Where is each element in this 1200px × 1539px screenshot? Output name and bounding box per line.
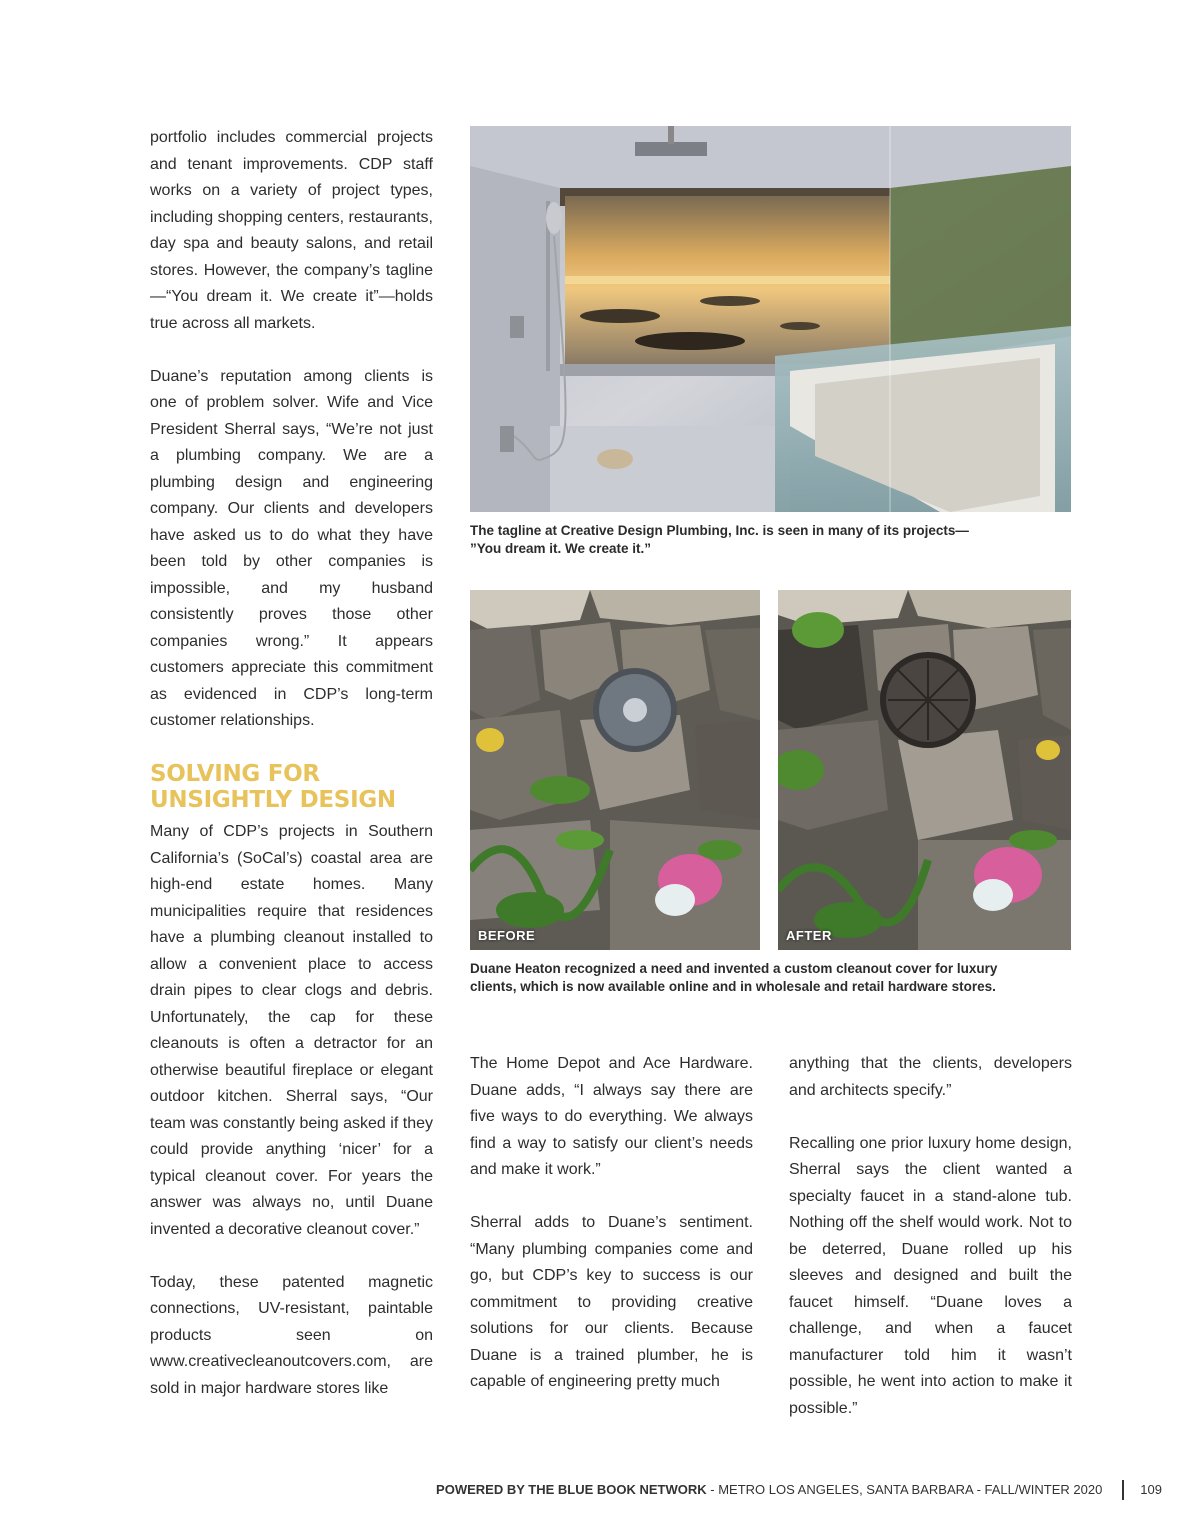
bathroom-photo	[470, 126, 1071, 512]
after-photo	[778, 590, 1071, 950]
cleanout-caption-line-1: Duane Heaton recognized a need and invented a custom cleanout cover for luxury	[470, 961, 998, 976]
middle-paragraph-1: The Home Depot and Ace Hardware. Duane adds, “I always say there are five ways to do everything. We always find a way to satisfy our client’s needs and make it work.”	[470, 1055, 753, 1178]
left-paragraph-4: Today, these patented magnetic connections, UV-resistant, paintable products seen on www.creativecleanoutcovers.com, are sold in major hardware stores like	[150, 1273, 433, 1397]
bathroom-caption-line-1: The tagline at Creative Design Plumbing, Inc. is seen in many of its projects—	[470, 523, 969, 538]
middle-paragraph-2: Sherral adds to Duane’s sentiment. “Many plumbing companies come and go, but CDP’s key to success is our commitment to providing creative solutions for our clients. Because Duane is a trained plumber, he is capable of engineering pretty much	[470, 1214, 753, 1390]
footer-edition: - METRO LOS ANGELES, SANTA BARBARA - FALL/WINTER 2020	[706, 1482, 1103, 1497]
page-number: 109	[1140, 1482, 1162, 1497]
right-column	[789, 1051, 1072, 1422]
right-paragraph-2: Recalling one prior luxury home design, Sherral says the client wanted a specialty faucet in a stand-alone tub. Nothing off the shelf would work. Not to be deterred, Duane rolled up his sleeves and designed and built the faucet himself. “Duane loves a challenge, and when a faucet manufacturer told him it wasn’t possible, he went into action to make it possible.”	[789, 1134, 1072, 1417]
bathroom-caption	[470, 522, 1070, 558]
page-footer	[436, 1480, 1162, 1500]
before-illustration	[470, 590, 760, 950]
bathroom-illustration	[470, 126, 1071, 512]
before-label: BEFORE	[478, 928, 536, 943]
cleanout-caption	[470, 960, 1070, 996]
left-paragraph-1: portfolio includes commercial projects and tenant improvements. CDP staff works on a variety of project types, including shopping centers, restaurants, day spa and beauty salons, and retail stores. However, the company’s tagline—“You dream it. We create it”—holds true across all markets.	[150, 129, 433, 332]
footer-network: POWERED BY THE BLUE BOOK NETWORK	[436, 1482, 707, 1497]
left-paragraph-2: Duane’s reputation among clients is one of problem solver. Wife and Vice President Sherral says, “We’re not just a plumbing company. We are a plumbing design and engineering company. Our clients and developers have asked us to do what they have been told by other companies is impossible, and my husband consistently proves those other companies wrong.” It appears customers appreciate this commitment as evidenced in CDP’s long-term customer relationships.	[150, 367, 433, 729]
bathroom-caption-line-2: ”You dream it. We create it.”	[470, 541, 652, 556]
after-label: AFTER	[786, 928, 832, 943]
section-heading-line-2: UNSIGHTLY DESIGN	[150, 787, 396, 813]
section-heading-line-1: SOLVING FOR	[150, 761, 320, 787]
left-column	[150, 125, 433, 1402]
cleanout-caption-line-2: clients, which is now available online and in wholesale and retail hardware stores.	[470, 979, 996, 994]
footer-divider	[1122, 1480, 1124, 1500]
right-paragraph-1: anything that the clients, developers and architects specify.”	[789, 1055, 1072, 1099]
section-heading	[150, 761, 433, 813]
middle-column	[470, 1051, 753, 1396]
after-illustration	[778, 590, 1071, 950]
before-photo	[470, 590, 760, 950]
left-paragraph-3: Many of CDP’s projects in Southern California’s (SoCal’s) coastal area are high-end estate homes. Many municipalities require that residences have a plumbing cleanout installed to allow a convenient place to access drain pipes to clear clogs and debris. Unfortunately, the cap for these cleanouts is often a detractor for an otherwise beautiful fireplace or elegant outdoor kitchen. Sherral says, “Our team was constantly being asked if they could provide anything ‘nicer’ for a typical cleanout cover. For years the answer was always no, until Duane invented a decorative cleanout cover.”	[150, 823, 433, 1238]
